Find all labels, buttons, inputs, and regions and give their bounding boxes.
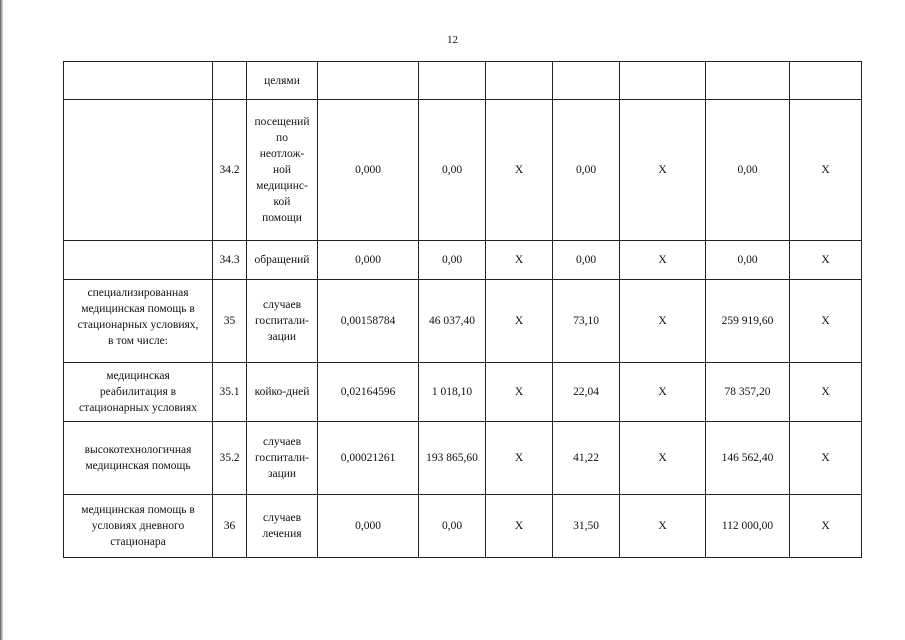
row-code-cell-text: 35 [223,315,236,327]
value-cell-text: 1 018,10 [431,386,473,398]
value-cell [486,363,553,422]
unit-cell [247,241,318,280]
value-cell-text: X [821,254,830,266]
value-cell [620,100,706,241]
value-cell-text: 22,04 [573,386,599,398]
value-cell [790,422,862,495]
value-cell-text: 0,00 [737,254,758,266]
value-cell [318,422,419,495]
value-cell [318,62,419,100]
value-cell [706,241,790,280]
table-row [64,495,862,558]
care-type-cell [64,100,213,241]
value-cell-text: 0,00 [575,164,597,176]
care-type-cell-text: медицинская реабилитация в стационарных условиях [79,370,197,414]
table-row [64,241,862,280]
table-row [64,363,862,422]
value-cell [419,280,486,363]
value-cell [790,100,862,241]
value-cell-text: 0,00 [737,164,758,176]
value-cell [620,241,706,280]
value-cell-text: 41,22 [573,452,599,464]
table-row [64,280,862,363]
unit-cell-text: обращений [254,254,310,266]
value-cell [620,280,706,363]
unit-cell [247,363,318,422]
value-cell-text: 0,00 [441,520,463,532]
value-cell-text: 0,00 [441,254,463,266]
value-cell [620,363,706,422]
value-cell-text: X [658,452,667,464]
value-cell [318,363,419,422]
value-cell-text: X [658,520,667,532]
value-cell [419,363,486,422]
row-code-cell [213,100,247,241]
value-cell [790,280,862,363]
value-cell [486,100,553,241]
care-type-cell [64,495,213,558]
value-cell [318,495,419,558]
value-cell-text: X [821,520,830,532]
value-cell [553,241,620,280]
value-cell [553,280,620,363]
care-type-cell [64,241,213,280]
value-cell-text: X [821,315,830,327]
value-cell-text: X [514,164,524,176]
value-cell-text: X [658,315,667,327]
care-type-cell-text: специализированная медицинская помощь в стационарных условиях, в том числе: [77,287,199,347]
value-cell [419,241,486,280]
value-cell-text: 0,00021261 [340,452,396,464]
unit-cell-text: случаев госпитали- зации [255,436,309,480]
value-cell-text: 0,00158784 [340,315,396,327]
value-cell [706,62,790,100]
row-code-cell [213,241,247,280]
value-cell [553,363,620,422]
value-cell [553,100,620,241]
value-cell [486,422,553,495]
row-code-cell-text: 34.3 [219,254,240,266]
value-cell [620,495,706,558]
value-cell [790,241,862,280]
row-code-cell [213,363,247,422]
unit-cell-text: посещений по неотлож- ной медицинс- кой помощи [254,116,310,224]
value-cell [318,100,419,241]
value-cell [706,100,790,241]
unit-cell [247,280,318,363]
care-type-cell-text: высокотехнологичная медицинская помощь [84,444,192,472]
value-cell [486,62,553,100]
value-cell [419,422,486,495]
value-cell-text: 78 357,20 [724,386,771,398]
value-cell-text: X [821,452,830,464]
row-code-cell-text: 35.2 [219,452,240,464]
care-type-cell-text: медицинская помощь в условиях дневного стационара [81,504,195,548]
value-cell [419,495,486,558]
value-cell [553,422,620,495]
value-cell-text: X [514,520,524,532]
value-cell [706,363,790,422]
value-cell [706,422,790,495]
value-cell [706,280,790,363]
unit-cell [247,100,318,241]
value-cell [790,363,862,422]
row-code-cell [213,422,247,495]
value-cell [790,495,862,558]
value-cell-text: X [514,254,524,266]
value-cell-text: 73,10 [573,315,599,327]
value-cell [790,62,862,100]
row-code-cell-text: 36 [223,520,236,532]
value-cell-text: 0,00 [575,254,597,266]
unit-cell [247,62,318,100]
value-cell-text: X [658,164,667,176]
tariff-table [63,61,862,558]
table-row [64,100,862,241]
value-cell-text: 259 919,60 [721,315,774,327]
unit-cell-text: случаев госпитали- зации [255,299,309,343]
unit-cell-text: койко-дней [254,386,310,398]
row-code-cell [213,62,247,100]
value-cell [419,62,486,100]
row-code-cell [213,495,247,558]
value-cell-text: 0,000 [355,254,381,266]
value-cell-text: X [514,315,524,327]
table-row [64,62,862,100]
value-cell-text: X [514,452,524,464]
value-cell [318,241,419,280]
row-code-cell-text: 34.2 [219,164,240,176]
row-code-cell [213,280,247,363]
care-type-cell [64,280,213,363]
value-cell [706,495,790,558]
value-cell-text: 0,00 [441,164,463,176]
value-cell-text: X [658,386,667,398]
unit-cell [247,495,318,558]
scan-edge-shadow [0,0,3,640]
value-cell-text: 146 562,40 [721,452,774,464]
value-cell [419,100,486,241]
value-cell-text: 0,000 [355,164,381,176]
value-cell-text: 46 037,40 [429,315,475,327]
value-cell-text: 31,50 [573,520,599,532]
unit-cell-text: случаев лечения [262,512,302,540]
value-cell-text: 112 000,00 [721,520,774,532]
value-cell [486,280,553,363]
value-cell-text: X [821,386,830,398]
value-cell-text: X [821,164,830,176]
care-type-cell [64,422,213,495]
care-type-cell [64,62,213,100]
unit-cell-text: целями [264,74,300,87]
care-type-cell [64,363,213,422]
value-cell [318,280,419,363]
page-number: 12 [447,34,458,46]
table-row [64,422,862,495]
value-cell [620,62,706,100]
value-cell [553,62,620,100]
unit-cell [247,422,318,495]
value-cell [486,241,553,280]
value-cell-text: 193 865,60 [426,452,478,464]
value-cell-text: X [658,254,667,266]
value-cell [486,495,553,558]
value-cell [620,422,706,495]
value-cell-text: 0,000 [355,520,381,532]
value-cell-text: X [514,386,524,398]
value-cell [553,495,620,558]
value-cell-text: 0,02164596 [340,386,396,398]
row-code-cell-text: 35.1 [219,386,240,398]
